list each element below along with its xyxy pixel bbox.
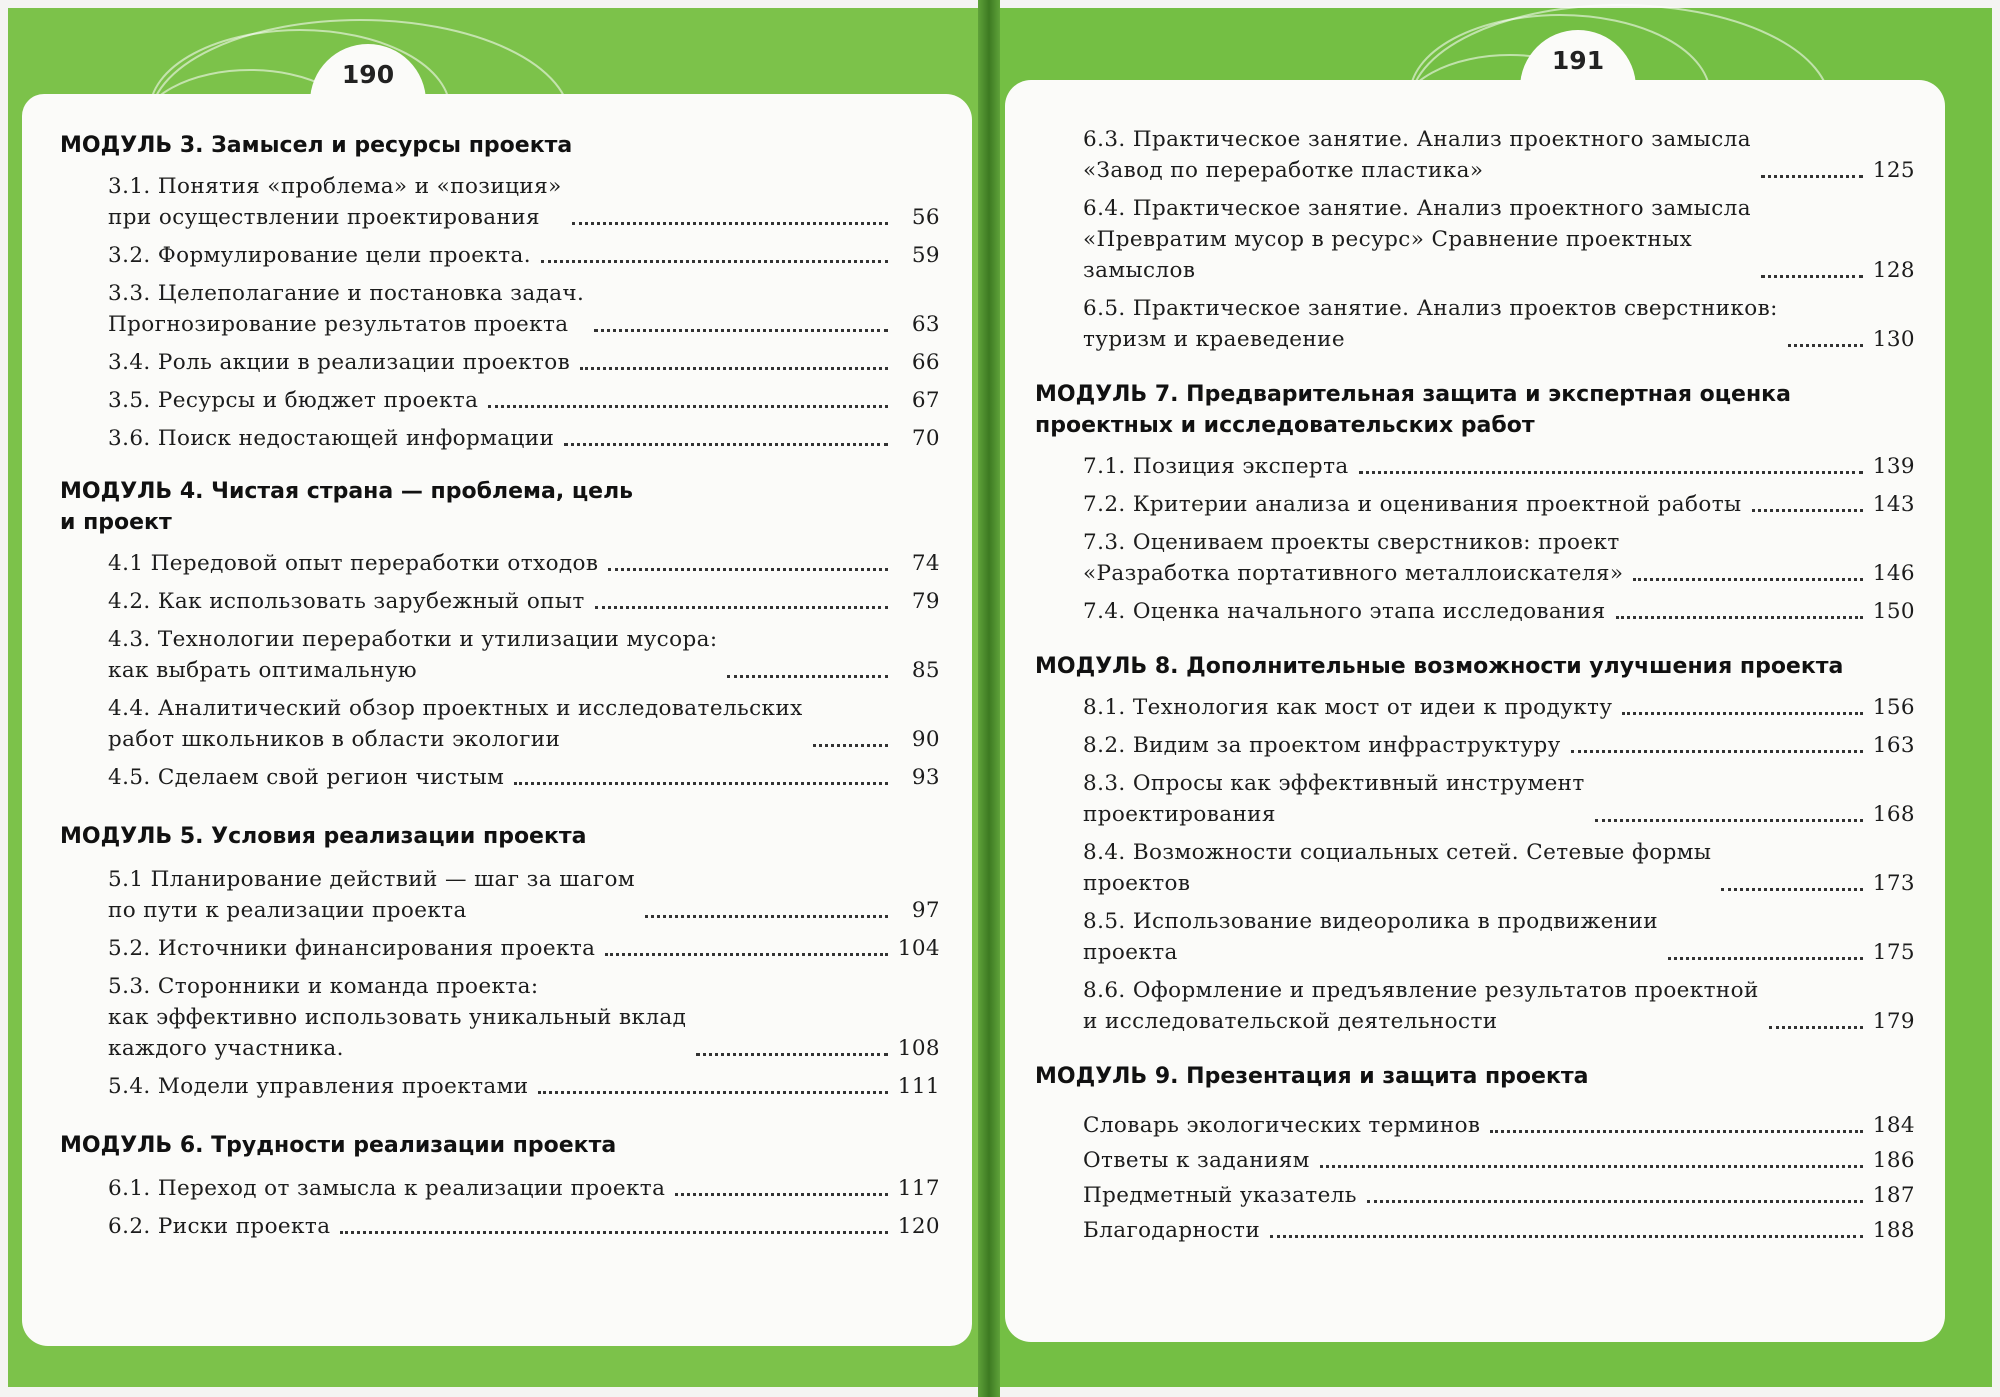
entry-title: 4.4. Аналитический обзор проектных и исследовательских работ школьников в области экологии [108,696,803,752]
entry-title: 8.5. Использование видеоролика в продвижении проекта [1083,909,1658,965]
dot-leader [1616,616,1863,619]
toc-entry[interactable] [1083,1145,1915,1176]
entry-page: 143 [1872,492,1915,517]
dot-leader [1761,175,1863,178]
entry-title: 6.1. Переход от замысла к реализации проекта [108,1176,666,1201]
toc-entry[interactable] [1083,1110,1915,1141]
entry-title: 7.2. Критерии анализа и оценивания проектной работы [1083,492,1742,517]
module-title: МОДУЛЬ 9. Презентация и защита проекта [1035,1064,1589,1089]
entry-title: 5.3. Сторонники и команда проекта: как эффективно использовать уникальный вклад каждого участника. [108,974,687,1061]
toc-entry[interactable] [1083,451,1915,482]
entry-title: 4.3. Технологии переработки и утилизации мусора: как выбрать оптимальную [108,627,718,683]
toc-entry[interactable] [108,762,940,793]
entry-page: 56 [911,205,940,230]
entry-title: 3.6. Поиск недостающей информации [108,426,555,451]
dot-leader [564,443,888,446]
dot-leader [605,953,888,956]
entry-page: 66 [911,350,940,375]
toc-entry[interactable] [108,864,940,926]
dot-leader [1622,712,1863,715]
toc-entry[interactable] [1083,837,1915,899]
module-9 [1035,1061,1915,1092]
module-5 [60,821,940,852]
dot-leader [514,782,888,785]
entry-page: 146 [1872,561,1915,586]
toc-entry[interactable] [1083,596,1915,627]
module-6-continued-entries [1083,124,1915,355]
module-title: МОДУЛЬ 5. Условия реализации проекта [60,824,587,849]
module-7-entries [1083,451,1915,627]
entry-title: 7.4. Оценка начального этапа исследования [1083,599,1606,624]
entry-title: Благодарности [1083,1218,1261,1243]
module-4-entries [108,548,940,793]
dot-leader [538,1091,888,1094]
entry-page: 168 [1872,802,1915,827]
entry-page: 188 [1872,1218,1915,1243]
dot-leader [727,675,888,678]
toc-entry[interactable] [1083,768,1915,830]
entry-title: 3.1. Понятия «проблема» и «позиция» при осуществлении проектирования [108,174,562,230]
module-7 [1035,379,1915,441]
entry-page: 67 [911,388,940,413]
module-title: МОДУЛЬ 3. Замысел и ресурсы проекта [60,133,573,158]
entry-page: 70 [911,426,940,451]
module-3-entries [108,171,940,454]
toc-entry[interactable] [108,347,940,378]
dot-leader [1359,471,1863,474]
module-5-entries [108,864,940,1102]
toc-entry[interactable] [108,423,940,454]
toc-entry[interactable] [108,240,940,271]
dot-leader [1367,1200,1863,1203]
dot-leader [608,568,888,571]
dot-leader [595,606,888,609]
entry-page: 175 [1872,940,1915,965]
toc-entry[interactable] [108,933,940,964]
entry-page: 150 [1872,599,1915,624]
toc-entry[interactable] [1083,527,1915,589]
toc-entry[interactable] [108,1071,940,1102]
toc-entry[interactable] [1083,124,1915,186]
module-8 [1035,651,1915,682]
entry-title: 7.3. Оцениваем проекты сверстников: проект «Разработка портативного металлоискателя» [1083,530,1624,586]
entry-page: 90 [911,727,940,752]
entry-title: 4.2. Как использовать зарубежный опыт [108,589,585,614]
dot-leader [1571,750,1863,753]
module-4 [60,476,940,538]
entry-title: 3.2. Формулирование цели проекта. [108,243,531,268]
module-3 [60,130,940,161]
module-8-entries [1083,692,1915,1037]
module-title: МОДУЛЬ 8. Дополнительные возможности улучшения проекта [1035,654,1844,679]
module-title: МОДУЛЬ 4. Чистая страна — проблема, цель и проект [60,479,634,535]
entry-page: 85 [911,658,940,683]
entry-title: 8.2. Видим за проектом инфраструктуру [1083,733,1561,758]
entry-title: 4.1 Передовой опыт переработки отходов [108,551,599,576]
entry-page: 163 [1872,733,1915,758]
toc-entry[interactable] [1083,1180,1915,1211]
entry-page: 63 [911,312,940,337]
dot-leader [645,915,888,918]
dot-leader [580,367,888,370]
toc-entry[interactable] [108,548,940,579]
toc-entry[interactable] [108,693,940,755]
entry-page: 179 [1872,1009,1915,1034]
entry-page: 156 [1872,695,1915,720]
entry-title: 6.3. Практическое занятие. Анализ проектного замысла «Завод по переработке пластика» [1083,127,1751,183]
dot-leader [1270,1235,1863,1238]
entry-page: 108 [897,1036,940,1061]
dot-leader [1761,275,1863,278]
entry-title: 3.4. Роль акции в реализации проектов [108,350,571,375]
entry-title: 6.2. Риски проекта [108,1214,331,1239]
entry-title: 3.5. Ресурсы и бюджет проекта [108,388,479,413]
entry-page: 117 [897,1176,940,1201]
dot-leader [696,1053,888,1056]
entry-title: 4.5. Сделаем свой регион чистым [108,765,505,790]
toc-entry[interactable] [108,624,940,686]
module-6 [60,1130,940,1161]
dot-leader [813,744,888,747]
entry-page: 173 [1872,871,1915,896]
toc-entry[interactable] [1083,1215,1915,1246]
toc-entry[interactable] [108,1211,940,1242]
entry-page: 120 [897,1214,940,1239]
appendix-entries [1083,1110,1915,1246]
entry-title: 8.3. Опросы как эффективный инструмент проектирования [1083,771,1585,827]
dot-leader [1320,1165,1863,1168]
entry-page: 74 [911,551,940,576]
toc-entry[interactable] [1083,906,1915,968]
entry-page: 125 [1872,158,1915,183]
entry-title: Словарь экологических терминов [1083,1113,1481,1138]
dot-leader [594,329,888,332]
toc-entry[interactable] [1083,193,1915,286]
toc-entry[interactable] [1083,975,1915,1037]
dot-leader [1721,888,1863,891]
toc-entry[interactable] [1083,293,1915,355]
dot-leader [1633,578,1863,581]
toc-entry[interactable] [1083,730,1915,761]
entry-page: 104 [897,936,940,961]
dot-leader [675,1193,888,1196]
toc-entry[interactable] [1083,692,1915,723]
entry-title: 8.4. Возможности социальных сетей. Сетевые формы проектов [1083,840,1712,896]
toc-entry[interactable] [1083,489,1915,520]
entry-page: 184 [1872,1113,1915,1138]
left-table-of-contents [60,130,940,1249]
entry-title: 3.3. Целеполагание и постановка задач. Прогнозирование результатов проекта [108,281,585,337]
toc-entry[interactable] [108,278,940,340]
entry-page: 111 [897,1074,940,1099]
module-6-entries [108,1173,940,1242]
entry-page: 186 [1872,1148,1915,1173]
entry-page: 97 [911,898,940,923]
page-number-left: 190 [310,44,426,114]
entry-title: 6.5. Практическое занятие. Анализ проектов сверстников: туризм и краеведение [1083,296,1778,352]
dot-leader [1668,957,1863,960]
module-title: МОДУЛЬ 6. Трудности реализации проекта [60,1133,617,1158]
entry-page: 139 [1872,454,1915,479]
toc-entry[interactable] [108,1173,940,1204]
entry-page: 93 [911,765,940,790]
module-title: МОДУЛЬ 7. Предварительная защита и экспертная оценка проектных и исследовательских работ [1035,382,1791,438]
dot-leader [1595,819,1863,822]
toc-entry[interactable] [108,586,940,617]
entry-title: 7.1. Позиция эксперта [1083,454,1349,479]
toc-entry[interactable] [108,385,940,416]
entry-title: Ответы к заданиям [1083,1148,1310,1173]
right-table-of-contents [1035,124,1915,1250]
dot-leader [340,1231,888,1234]
entry-title: 8.1. Технология как мост от идеи к продукту [1083,695,1613,720]
dot-leader [1788,344,1863,347]
dot-leader [572,222,888,225]
toc-entry[interactable] [108,971,940,1064]
page-number-right: 191 [1520,30,1636,100]
entry-page: 79 [911,589,940,614]
entry-title: 5.2. Источники финансирования проекта [108,936,596,961]
entry-page: 130 [1872,327,1915,352]
entry-title: 5.1 Планирование действий — шаг за шагом по пути к реализации проекта [108,867,635,923]
entry-page: 128 [1872,258,1915,283]
entry-page: 59 [911,243,940,268]
entry-title: 8.6. Оформление и предъявление результатов проектной и исследовательской деятельности [1083,978,1759,1034]
dot-leader [1752,509,1863,512]
entry-title: Предметный указатель [1083,1183,1357,1208]
toc-entry[interactable] [108,171,940,233]
dot-leader [1490,1130,1863,1133]
dot-leader [541,260,888,263]
dot-leader [1769,1026,1863,1029]
entry-title: 5.4. Модели управления проектами [108,1074,529,1099]
entry-title: 6.4. Практическое занятие. Анализ проектного замысла «Превратим мусор в ресурс» Сравнение проектных замыслов [1083,196,1751,283]
dot-leader [488,405,888,408]
entry-page: 187 [1872,1183,1915,1208]
